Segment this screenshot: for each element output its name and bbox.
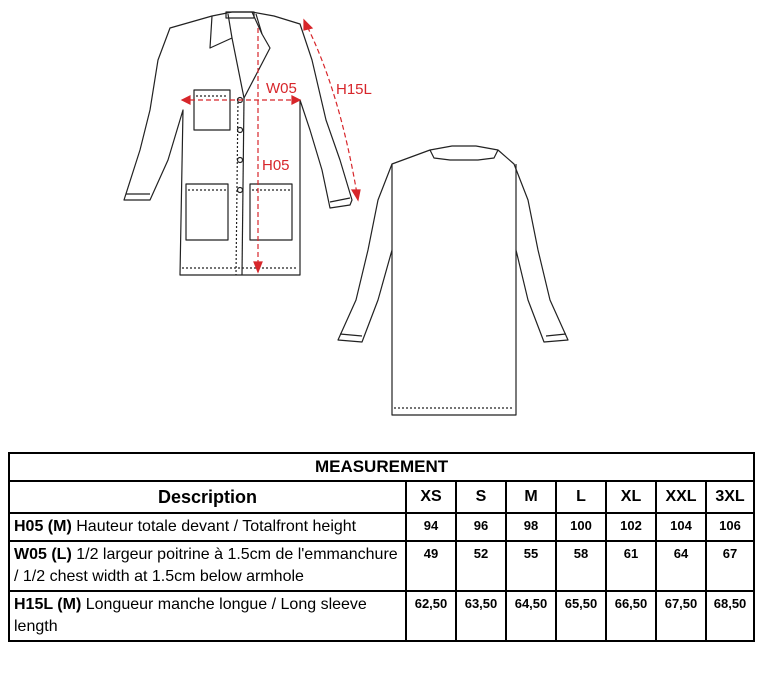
- value-cell: 104: [656, 513, 706, 541]
- value-cell: 61: [606, 541, 656, 591]
- value-cell: 96: [456, 513, 506, 541]
- size-header: 3XL: [706, 481, 754, 513]
- value-cell: 55: [506, 541, 556, 591]
- row-text: Hauteur totale devant / Totalfront height: [76, 518, 357, 535]
- value-cell: 106: [706, 513, 754, 541]
- dimension-lines: [182, 20, 360, 272]
- size-header: L: [556, 481, 606, 513]
- back-coat-drawing: [338, 146, 568, 415]
- size-header: M: [506, 481, 556, 513]
- label-w05: W05: [266, 80, 297, 97]
- table-row: [9, 591, 754, 641]
- value-cell: 100: [556, 513, 606, 541]
- row-code: W05 (L): [14, 546, 72, 563]
- size-header: XL: [606, 481, 656, 513]
- value-cell: 64: [656, 541, 706, 591]
- value-cell: 49: [406, 541, 456, 591]
- size-header: XS: [406, 481, 456, 513]
- value-cell: 67,50: [656, 591, 706, 641]
- value-cell: 58: [556, 541, 606, 591]
- row-code: H05 (M): [14, 518, 72, 535]
- value-cell: 65,50: [556, 591, 606, 641]
- table-row: [9, 541, 754, 591]
- table-row: [9, 513, 754, 541]
- value-cell: 67: [706, 541, 754, 591]
- value-cell: 52: [456, 541, 506, 591]
- description-header: Description: [9, 481, 406, 513]
- label-h15l: H15L: [336, 81, 372, 98]
- row-description: [9, 513, 406, 541]
- row-description: [9, 541, 406, 591]
- table-title: MEASUREMENT: [9, 453, 754, 481]
- value-cell: 68,50: [706, 591, 754, 641]
- value-cell: 63,50: [456, 591, 506, 641]
- value-cell: 94: [406, 513, 456, 541]
- value-cell: 62,50: [406, 591, 456, 641]
- value-cell: 98: [506, 513, 556, 541]
- value-cell: 102: [606, 513, 656, 541]
- row-text: Longueur manche longue / Long sleeve length: [14, 596, 367, 635]
- size-header: S: [456, 481, 506, 513]
- row-code: H15L (M): [14, 596, 82, 613]
- table-header-row: [9, 481, 754, 513]
- value-cell: 66,50: [606, 591, 656, 641]
- value-cell: 64,50: [506, 591, 556, 641]
- label-h05: H05: [262, 157, 290, 174]
- measurement-table: [8, 452, 755, 642]
- size-header: XXL: [656, 481, 706, 513]
- row-description: [9, 591, 406, 641]
- row-text: 1/2 largeur poitrine à 1.5cm de l'emmanchure / 1/2 chest width at 1.5cm below armhole: [14, 546, 398, 585]
